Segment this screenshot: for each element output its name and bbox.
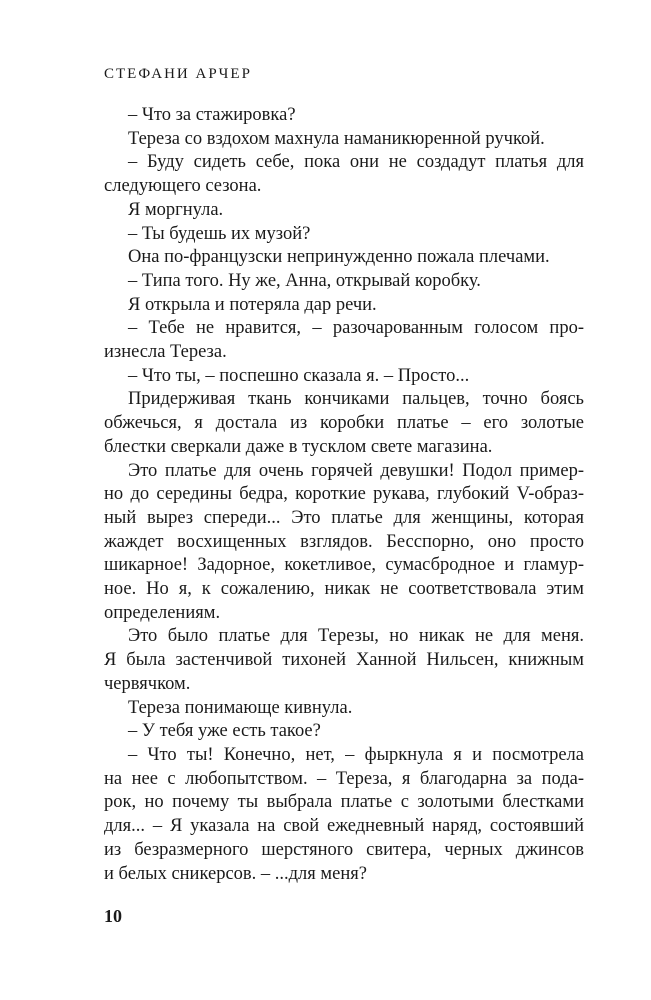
paragraph [104, 388, 584, 459]
paragraph [104, 720, 584, 744]
paragraph [104, 199, 584, 223]
running-header: СТЕФАНИ АРЧЕР [104, 66, 252, 82]
text-line: Тереза понимающе кивнула. [128, 697, 353, 718]
text-line: Она по-французски непринужденно пожала плечами. [128, 247, 550, 268]
paragraph [104, 128, 584, 152]
text-line: блестки сверкали даже в тусклом свете магазина. [104, 436, 493, 457]
paragraph [104, 151, 584, 198]
text-line: определениям. [104, 602, 221, 623]
text-line: – Типа того. Ну же, Анна, открывай коробку. [128, 270, 481, 291]
text-line: – Что ты, – поспешно сказала я. – Просто... [128, 365, 470, 386]
text-line: ный вырез спереди... Это платье для женщины, которая [104, 507, 584, 528]
text-line: Придерживая ткань кончиками пальцев, точно боясь [128, 389, 584, 410]
text-line: Это было платье для Терезы, но никак не для меня. [128, 626, 584, 647]
text-line: – Что ты! Конечно, нет, – фыркнула я и посмотрела [128, 744, 584, 765]
text-line: Тереза со вздохом махнула наманикюренной ручкой. [128, 128, 545, 149]
text-line: и белых сникерсов. – ...для меня? [104, 863, 367, 884]
paragraph [104, 365, 584, 389]
paragraph [104, 104, 584, 128]
text-line: жаждет восхищенных взглядов. Бесспорно, оно просто [104, 531, 584, 552]
text-line: червячком. [104, 673, 191, 694]
text-line: но до середины бедра, короткие рукава, глубокий V-образ- [104, 484, 584, 505]
paragraph [104, 317, 584, 364]
text-line: обжечься, я достала из коробки платье – его золотые [104, 413, 584, 434]
text-line: – Ты будешь их музой? [128, 223, 311, 244]
text-line: Я была застенчивой тихоней Ханной Нильсен, книжным [104, 650, 584, 671]
text-line: следующего сезона. [104, 176, 262, 197]
text-line: на нее с любопытством. – Тереза, я благодарна за пода- [104, 768, 584, 789]
text-line: – Тебе не нравится, – разочарованным голосом про- [128, 318, 584, 339]
body-text [104, 104, 584, 886]
text-line: шикарное! Задорное, кокетливое, сумасбродное и гламур- [104, 555, 584, 576]
text-line: – Что за стажировка? [128, 105, 296, 125]
page-number: 10 [104, 906, 122, 926]
text-line: ное. Но я, к сожалению, никак не соответствовала этим [104, 579, 584, 600]
paragraph [104, 460, 584, 626]
paragraph [104, 246, 584, 270]
paragraph [104, 294, 584, 318]
paragraph [104, 625, 584, 696]
paragraph [104, 270, 584, 294]
paragraph [104, 223, 584, 247]
text-line: из безразмерного шерстяного свитера, черных джинсов [104, 839, 584, 860]
paragraph [104, 697, 584, 721]
paragraph [104, 744, 584, 886]
text-line: – У тебя уже есть такое? [128, 721, 321, 742]
text-line: рок, но почему ты выбрала платье с золотыми блестками [104, 792, 584, 813]
text-line: для... – Я указала на свой ежедневный наряд, состоявший [104, 816, 584, 837]
text-line: Это платье для очень горячей девушки! Подол пример- [128, 460, 584, 481]
text-line: Я открыла и потеряла дар речи. [128, 294, 377, 315]
text-line: изнесла Тереза. [104, 342, 227, 363]
text-line: Я моргнула. [128, 199, 224, 220]
text-line: – Буду сидеть себе, пока они не создадут платья для [128, 152, 584, 173]
